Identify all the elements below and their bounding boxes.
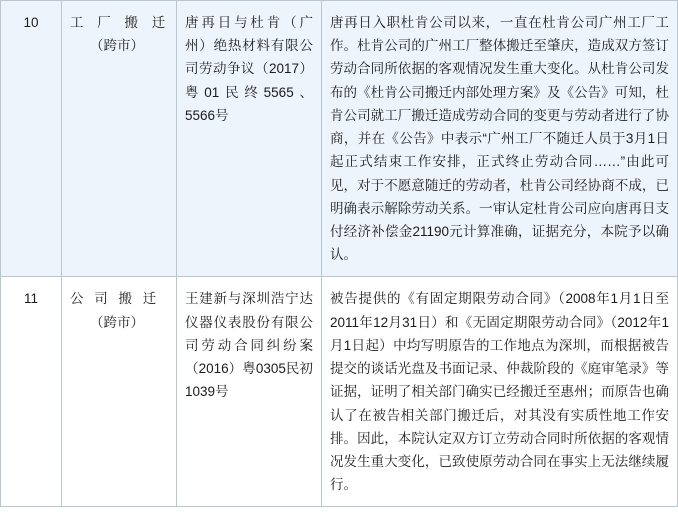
row-number-cell: 10 bbox=[1, 1, 62, 277]
table-row bbox=[1, 277, 678, 507]
row-body-cell: 唐再日入职杜肯公司以来，一直在杜肯公司广州工厂工作。杜肯公司的广州工厂整体搬迁至肇庆，造成双方签订劳动合同所依据的客观情况发生重大变化。从杜肯公司发布的《杜肯公司搬迁内部处理方案》及《公告》可知，杜肯公司就工厂搬迁造成劳动合同的变更与劳动者进行了协商，并在《公告》中表示“广州工厂不随迁人员于3月1日起正式结束工作安排，正式终止劳动合同……”由此可见，对于不愿意随迁的劳动者，杜肯公司经协商不成，已明确表示解除劳动关系。一审认定杜肯公司应向唐再日支付经济补偿金21190元计算准确，证据充分，本院予以确认。 bbox=[322, 1, 678, 277]
row-type-secondary: （跨市） bbox=[90, 314, 144, 330]
row-type-secondary: （跨市） bbox=[90, 38, 144, 54]
table-row bbox=[1, 1, 678, 277]
row-body-cell: 被告提供的《有固定期限劳动合同》（2008年1月1日至2011年12月31日）和《无固定期限劳动合同》（2012年1月1日起）中均写明原告的工作地点为深圳，而根据被告提交的谈话光盘及书面记录、仲裁阶段的《庭审笔录》等证据，证明了相关部门确实已经搬迁至惠州；而原告也确认了在被告相关部门搬迁后，对其没有实质性地工作安排。因此，本院认定双方订立劳动合同时所依据的客观情况发生重大变化，已致使原劳动合同在事实上无法继续履行。 bbox=[322, 277, 678, 507]
row-case-cell: 唐再日与杜肯（广州）绝热材料有限公司劳动争议（2017）粤01民终5565、5566号 bbox=[177, 1, 322, 277]
row-number-cell: 11 bbox=[1, 277, 62, 507]
row-type-primary: 公 司 搬 迁 bbox=[70, 291, 160, 307]
row-case-cell: 王建新与深圳浩宁达仪器仪表股份有限公司劳动合同纠纷案（2016）粤0305民初1039号 bbox=[177, 277, 322, 507]
row-type-primary: 工 厂 搬 迁 bbox=[70, 15, 171, 30]
row-type-cell bbox=[62, 1, 177, 277]
row-type-cell bbox=[62, 277, 177, 507]
